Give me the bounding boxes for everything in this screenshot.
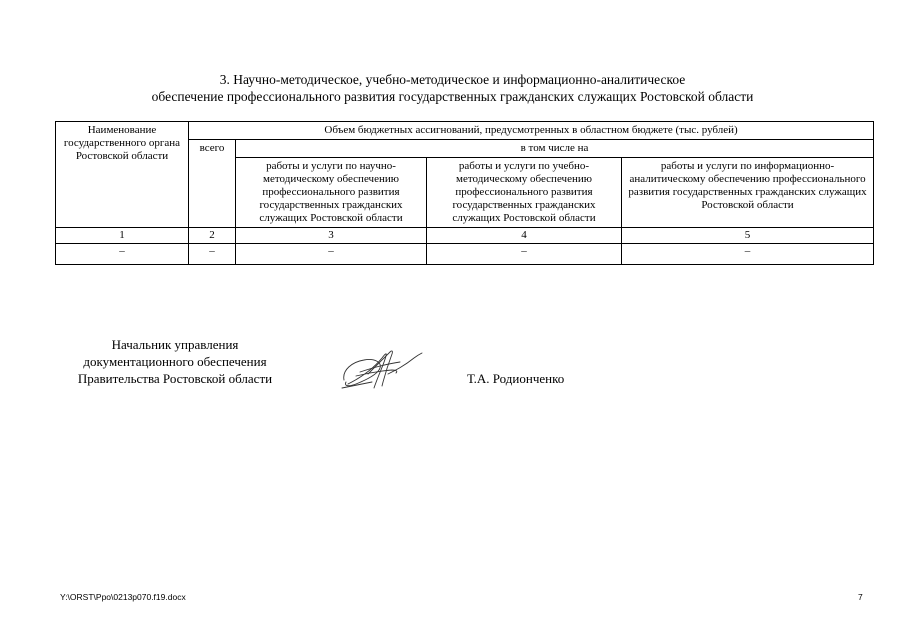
column-number: 1 <box>56 228 189 244</box>
table-cell: – <box>427 244 622 265</box>
column-number: 3 <box>236 228 427 244</box>
budget-table <box>55 121 874 265</box>
file-path: Y:\ORST\Ppo\0213p070.f19.docx <box>60 592 186 602</box>
table-cell: – <box>622 244 874 265</box>
signatory-name: Т.А. Родионченко <box>467 371 565 386</box>
header-org-name: Наименование государственного органа Ростовской области <box>56 122 189 228</box>
column-number: 5 <box>622 228 874 244</box>
signatory-position-line-1: Начальник управления <box>111 337 239 352</box>
page-number: 7 <box>858 592 863 602</box>
handwritten-signature <box>338 344 428 394</box>
header-including: в том числе на <box>236 140 874 158</box>
header-information-analytical: работы и услуги по информационно-аналитическому обеспечению профессионального развития государственных гражданских служащих Ростовской области <box>622 158 874 228</box>
header-educational-methodical: работы и услуги по учебно-методическому обеспечению профессионального развития государственных гражданских служащих Ростовской области <box>427 158 622 228</box>
signatory-position-line-3: Правительства Ростовской области <box>77 371 273 386</box>
table-header-row-1 <box>56 122 874 140</box>
header-total: всего <box>189 140 236 228</box>
column-number: 2 <box>189 228 236 244</box>
table-cell: – <box>56 244 189 265</box>
signatory-position-line-2: документационного обеспечения <box>83 354 267 369</box>
table-cell: – <box>236 244 427 265</box>
table-row <box>56 244 874 265</box>
table-cell: – <box>189 244 236 265</box>
document-title <box>0 71 905 105</box>
table-column-numbers-row <box>56 228 874 244</box>
signatory-position <box>55 336 295 387</box>
column-number: 4 <box>427 228 622 244</box>
document-title-line-1: 3. Научно-методическое, учебно-методическое и информационно-аналитическое <box>219 72 686 87</box>
header-budget-volume: Объем бюджетных ассигнований, предусмотренных в областном бюджете (тыс. рублей) <box>189 122 874 140</box>
header-scientific-methodical: работы и услуги по научно-методическому обеспечению профессионального развития государственных гражданских служащих Ростовской области <box>236 158 427 228</box>
document-title-line-2: обеспечение профессионального развития государственных гражданских служащих Ростовской области <box>151 89 754 104</box>
